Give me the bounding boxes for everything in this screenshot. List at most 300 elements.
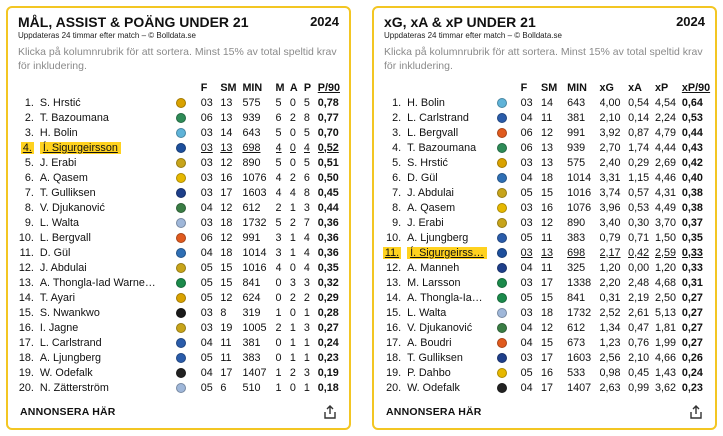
stats-table xyxy=(12,81,349,395)
player-name-text[interactable]: A. Boudri xyxy=(407,336,452,349)
panel-goals-assists xyxy=(6,6,351,430)
player-name[interactable] xyxy=(38,245,176,260)
player-name[interactable] xyxy=(38,305,176,320)
rank xyxy=(12,200,38,215)
cell-v: 0,27 xyxy=(681,336,703,349)
player-name[interactable] xyxy=(405,365,497,380)
table-row[interactable] xyxy=(378,245,715,260)
cell-f: 06 xyxy=(520,141,533,154)
cell-a: 1,15 xyxy=(628,171,650,184)
share-icon[interactable] xyxy=(689,405,703,419)
table-row[interactable] xyxy=(378,95,715,110)
cell-f: 03 xyxy=(520,246,533,259)
column-header[interactable]: A xyxy=(289,82,298,94)
rank-value: 10. xyxy=(18,231,34,244)
rank xyxy=(12,125,38,140)
table-row[interactable] xyxy=(12,125,349,140)
cell-f: 04 xyxy=(200,201,213,214)
cell-f: 05 xyxy=(200,351,213,364)
rank xyxy=(12,230,38,245)
cell-m: 1,34 xyxy=(599,321,621,334)
rank xyxy=(378,170,405,185)
table-row[interactable] xyxy=(378,290,715,305)
player-name[interactable] xyxy=(38,110,176,125)
player-name[interactable] xyxy=(38,380,176,395)
player-name-text[interactable]: L. Bergvall xyxy=(39,231,91,244)
table-row[interactable] xyxy=(378,200,715,215)
rank xyxy=(12,215,38,230)
player-name[interactable] xyxy=(405,110,497,125)
player-name-text[interactable]: D. Gül xyxy=(407,171,438,184)
player-name[interactable] xyxy=(38,185,176,200)
rank xyxy=(378,230,405,245)
column-header[interactable]: P/90 xyxy=(317,82,340,94)
club-logo-cell xyxy=(176,170,201,185)
table-row[interactable] xyxy=(12,230,349,245)
rank xyxy=(378,215,405,230)
club-logo-cell xyxy=(176,305,201,320)
rank xyxy=(12,185,38,200)
player-name-text[interactable]: H. Bolin xyxy=(39,126,78,139)
cell-v: 0,27 xyxy=(317,321,339,334)
rank-header xyxy=(378,81,405,95)
table-row[interactable] xyxy=(12,215,349,230)
player-name-text[interactable]: D. Gül xyxy=(39,246,71,259)
player-name[interactable] xyxy=(38,335,176,350)
player-name[interactable] xyxy=(38,170,176,185)
player-name[interactable] xyxy=(38,290,176,305)
cell-a: 2 xyxy=(289,216,296,229)
cell-f: 04 xyxy=(200,246,213,259)
column-header[interactable]: xP xyxy=(654,82,669,94)
player-name-text[interactable]: S. Hrstić xyxy=(39,96,81,109)
rank-value: 16. xyxy=(386,321,402,334)
rank xyxy=(378,350,405,365)
table-row[interactable] xyxy=(378,185,715,200)
column-header[interactable]: SM xyxy=(220,82,237,94)
cell-v: 0,38 xyxy=(681,186,703,199)
cell-f: 04 xyxy=(520,171,533,184)
rank xyxy=(12,245,38,260)
sort-hint: Klicka på kolumnrubrik för att sortera. Minst 15% av total speltid krav för inkludering. xyxy=(384,46,703,72)
player-name[interactable] xyxy=(38,350,176,365)
player-name-text[interactable]: L. Carlstrand xyxy=(407,111,469,124)
cell-v: 0,33 xyxy=(681,246,703,259)
player-name-text[interactable]: M. Larsson xyxy=(407,276,461,289)
cell-m: 1 xyxy=(275,381,282,394)
cell-min: 612 xyxy=(567,321,586,334)
player-name[interactable] xyxy=(405,335,497,350)
cell-p: 2,50 xyxy=(654,291,676,304)
table-row[interactable] xyxy=(12,170,349,185)
cell-sm: 12 xyxy=(541,321,554,334)
rank xyxy=(12,275,38,290)
cell-sm: 17 xyxy=(541,381,554,394)
column-header[interactable]: F xyxy=(520,82,528,94)
player-name-text[interactable]: T. Bazoumana xyxy=(39,111,109,124)
cell-a: 0,00 xyxy=(628,261,650,274)
cell-m: 2,40 xyxy=(599,156,621,169)
rank xyxy=(12,95,38,110)
player-name[interactable] xyxy=(38,260,176,275)
cell-v: 0,28 xyxy=(317,306,339,319)
rank xyxy=(378,290,405,305)
player-name[interactable] xyxy=(38,200,176,215)
cell-v: 0,36 xyxy=(317,231,339,244)
cell-a: 0,71 xyxy=(628,231,650,244)
player-name-text[interactable]: A. Qasem xyxy=(39,171,88,184)
column-header[interactable]: SM xyxy=(541,82,558,94)
player-name[interactable] xyxy=(38,320,176,335)
cell-a: 3 xyxy=(289,276,296,289)
cell-m: 0,31 xyxy=(599,291,621,304)
player-name[interactable] xyxy=(38,230,176,245)
player-name-text[interactable]: W. Odefalk xyxy=(407,381,460,394)
table-row[interactable] xyxy=(12,155,349,170)
cell-p: 1,81 xyxy=(654,321,676,334)
cell-m: 4 xyxy=(275,186,282,199)
cell-m: 4 xyxy=(275,261,282,274)
column-header[interactable]: MIN xyxy=(242,82,263,94)
player-name[interactable] xyxy=(405,260,497,275)
player-name-text[interactable]: S. Hrstić xyxy=(407,156,448,169)
club-logo-cell xyxy=(497,260,520,275)
column-header[interactable]: F xyxy=(200,82,208,94)
rank-value: 18. xyxy=(18,351,34,364)
cell-min: 533 xyxy=(567,366,586,379)
table-row[interactable] xyxy=(12,305,349,320)
player-name-text[interactable]: J. Abdulai xyxy=(407,186,454,199)
cell-f: 05 xyxy=(200,291,213,304)
player-name-text[interactable]: I. Jagne xyxy=(39,321,79,334)
column-header[interactable]: MIN xyxy=(567,82,587,94)
rank-value: 1. xyxy=(24,96,34,109)
player-name[interactable] xyxy=(38,155,176,170)
cell-p: 1 xyxy=(303,336,310,349)
cell-min: 510 xyxy=(242,381,261,394)
table-row[interactable] xyxy=(12,275,349,290)
cell-v: 0,23 xyxy=(317,351,339,364)
update-note: Uppdateras 24 timmar efter match – © Bolldata.se xyxy=(384,31,562,40)
cell-sm: 13 xyxy=(541,246,554,259)
cell-sm: 18 xyxy=(541,306,554,319)
table-row[interactable] xyxy=(12,320,349,335)
cell-f: 04 xyxy=(200,336,213,349)
cell-a: 1 xyxy=(289,246,296,259)
rank-value: 9. xyxy=(24,216,34,229)
table-row[interactable] xyxy=(378,335,715,350)
cell-m: 0,79 xyxy=(599,231,621,244)
table-row[interactable] xyxy=(12,380,349,395)
table-row[interactable] xyxy=(378,320,715,335)
player-name-text[interactable]: A. Ljungberg xyxy=(39,351,102,364)
cell-min: 383 xyxy=(567,231,586,244)
cell-m: 3,74 xyxy=(599,186,621,199)
cell-m: 6 xyxy=(275,111,282,124)
rank xyxy=(378,320,405,335)
player-name[interactable] xyxy=(405,305,497,320)
player-name[interactable] xyxy=(405,320,497,335)
cell-sm: 15 xyxy=(541,186,554,199)
table-row[interactable] xyxy=(378,260,715,275)
player-name[interactable] xyxy=(405,380,497,395)
player-name-text[interactable]: J. Erabi xyxy=(407,216,444,229)
cell-a: 0,29 xyxy=(628,156,650,169)
table-row[interactable] xyxy=(12,185,349,200)
cell-sm: 11 xyxy=(541,261,553,274)
cell-min: 383 xyxy=(242,351,261,364)
rank xyxy=(12,110,38,125)
cell-min: 381 xyxy=(567,111,586,124)
table-row[interactable] xyxy=(12,95,349,110)
cell-a: 0,14 xyxy=(628,111,650,124)
advertise-link[interactable]: ANNONSERA HÄR xyxy=(20,406,116,418)
cell-m: 2,10 xyxy=(599,111,621,124)
player-name[interactable] xyxy=(38,140,176,155)
rank-value: 6. xyxy=(392,171,402,184)
player-name[interactable] xyxy=(405,290,497,305)
header-row xyxy=(12,81,349,95)
table-row[interactable] xyxy=(378,380,715,395)
table-row[interactable] xyxy=(12,290,349,305)
cell-f: 03 xyxy=(200,126,213,139)
cell-min: 1407 xyxy=(567,381,592,394)
rank-value: 19. xyxy=(386,366,402,379)
cell-f: 06 xyxy=(200,231,213,244)
player-name[interactable] xyxy=(38,125,176,140)
player-name-text[interactable]: V. Djukanović xyxy=(407,321,473,334)
player-name[interactable] xyxy=(38,365,176,380)
cell-f: 05 xyxy=(520,186,533,199)
cell-m: 4 xyxy=(275,171,282,184)
column-header[interactable]: P xyxy=(303,82,312,94)
player-name-text[interactable]: T. Ayari xyxy=(39,291,76,304)
player-name-text[interactable]: A. Qasem xyxy=(407,201,456,214)
rank-value: 12. xyxy=(386,261,402,274)
table-row[interactable] xyxy=(378,365,715,380)
player-name-text[interactable]: A. Thongla-Ia… xyxy=(407,291,483,304)
cell-a: 1 xyxy=(289,321,296,334)
cell-min: 1603 xyxy=(242,186,267,199)
column-header[interactable]: xP/90 xyxy=(681,82,711,94)
cell-m: 3,31 xyxy=(599,171,621,184)
player-name-text[interactable]: L. Walta xyxy=(407,306,447,319)
cell-min: 319 xyxy=(242,306,261,319)
club-logo-icon xyxy=(176,173,186,183)
table-row[interactable] xyxy=(12,260,349,275)
player-name-text[interactable]: L. Carlstrand xyxy=(39,336,102,349)
cell-f: 03 xyxy=(200,216,213,229)
cell-sm: 13 xyxy=(220,96,233,109)
table-row[interactable] xyxy=(378,110,715,125)
cell-a: 0 xyxy=(289,141,296,154)
table-row[interactable] xyxy=(12,365,349,380)
club-logo-icon xyxy=(497,143,507,153)
cell-m: 5 xyxy=(275,96,282,109)
club-logo-icon xyxy=(497,323,507,333)
cell-sm: 18 xyxy=(220,216,233,229)
cell-v: 0,51 xyxy=(317,156,339,169)
player-name[interactable] xyxy=(405,275,497,290)
player-name-text[interactable]: T. Gulliksen xyxy=(407,351,463,364)
cell-f: 04 xyxy=(520,381,533,394)
cell-p: 1,43 xyxy=(654,366,676,379)
cell-p: 3,62 xyxy=(654,381,676,394)
cell-m: 0 xyxy=(275,351,282,364)
cell-sm: 16 xyxy=(220,171,233,184)
cell-min: 643 xyxy=(567,96,586,109)
cell-sm: 12 xyxy=(541,216,554,229)
table-row[interactable] xyxy=(12,245,349,260)
club-logo-icon xyxy=(497,128,507,138)
cell-min: 841 xyxy=(567,291,586,304)
player-name[interactable] xyxy=(405,200,497,215)
player-name[interactable] xyxy=(405,350,497,365)
rank xyxy=(378,245,405,260)
cell-v: 0,52 xyxy=(317,141,339,154)
cell-a: 0,76 xyxy=(628,336,650,349)
cell-p: 4 xyxy=(303,261,310,274)
player-name-text[interactable]: T. Bazoumana xyxy=(407,141,477,154)
player-name-text[interactable]: Í. Sigurgeirsson xyxy=(40,142,121,154)
table-row[interactable] xyxy=(378,170,715,185)
rank-value: 3. xyxy=(24,126,34,139)
cell-p: 4,54 xyxy=(654,96,676,109)
club-logo-cell xyxy=(497,380,520,395)
club-logo-icon xyxy=(497,173,507,183)
player-name-text[interactable]: S. Nwankwo xyxy=(39,306,100,319)
cell-f: 06 xyxy=(520,126,533,139)
cell-p: 2,59 xyxy=(654,246,676,259)
player-name[interactable] xyxy=(405,245,497,260)
club-logo-icon xyxy=(497,218,507,228)
cell-min: 890 xyxy=(242,156,261,169)
player-name-text[interactable]: V. Djukanović xyxy=(39,201,105,214)
club-logo-icon xyxy=(497,368,507,378)
rank-value: 11. xyxy=(19,246,34,259)
advertise-link[interactable]: ANNONSERA HÄR xyxy=(386,406,482,418)
column-header[interactable]: M xyxy=(275,82,285,94)
table-row[interactable] xyxy=(12,140,349,155)
player-name[interactable] xyxy=(405,185,497,200)
player-name-text[interactable]: A. Thongla-Iad Warne… xyxy=(39,276,156,289)
player-name[interactable] xyxy=(405,125,497,140)
table-row[interactable] xyxy=(378,350,715,365)
cell-m: 5 xyxy=(275,156,282,169)
cell-v: 0,70 xyxy=(317,126,339,139)
cell-m: 1 xyxy=(275,306,282,319)
player-name[interactable] xyxy=(405,215,497,230)
player-name[interactable] xyxy=(38,275,176,290)
cell-a: 0 xyxy=(289,306,296,319)
rank-value: 4. xyxy=(22,141,32,154)
column-header[interactable]: xG xyxy=(599,82,614,94)
table-row[interactable] xyxy=(378,230,715,245)
cell-f: 03 xyxy=(520,201,533,214)
player-name-text[interactable]: P. Dahbo xyxy=(407,366,451,379)
table-row[interactable] xyxy=(12,335,349,350)
player-name-text[interactable]: J. Erabi xyxy=(39,156,77,169)
cell-f: 03 xyxy=(520,156,533,169)
cell-min: 612 xyxy=(242,201,261,214)
table-row[interactable] xyxy=(12,200,349,215)
table-row[interactable] xyxy=(378,305,715,320)
player-name[interactable] xyxy=(38,95,176,110)
rank-value: 2. xyxy=(392,111,402,124)
table-row[interactable] xyxy=(378,140,715,155)
rank xyxy=(378,260,405,275)
cell-min: 1732 xyxy=(242,216,267,229)
club-logo-icon xyxy=(176,338,186,348)
cell-sm: 13 xyxy=(541,141,554,154)
player-name-text[interactable]: J. Abdulai xyxy=(39,261,87,274)
rank xyxy=(378,95,405,110)
club-logo-cell xyxy=(176,335,201,350)
player-name[interactable] xyxy=(38,215,176,230)
player-name[interactable] xyxy=(405,95,497,110)
player-name-text[interactable]: A. Ljungberg xyxy=(407,231,469,244)
player-name-text[interactable]: N. Zätterström xyxy=(39,381,109,394)
panel-title: xG, xA & xP UNDER 21 xyxy=(384,14,536,30)
table-row[interactable] xyxy=(378,155,715,170)
cell-a: 0,53 xyxy=(628,201,650,214)
table-row[interactable] xyxy=(378,215,715,230)
column-header[interactable]: xA xyxy=(628,82,642,94)
share-icon[interactable] xyxy=(323,405,337,419)
club-logo-cell xyxy=(176,275,201,290)
player-name[interactable] xyxy=(405,140,497,155)
cell-sm: 8 xyxy=(220,306,227,319)
player-name[interactable] xyxy=(405,170,497,185)
cell-v: 0,78 xyxy=(317,96,339,109)
cell-m: 4,00 xyxy=(599,96,621,109)
cell-sm: 12 xyxy=(220,231,233,244)
cell-v: 0,77 xyxy=(317,111,339,124)
cell-f: 03 xyxy=(200,171,213,184)
table-row[interactable] xyxy=(378,125,715,140)
player-name[interactable] xyxy=(405,230,497,245)
cell-v: 0,36 xyxy=(317,216,339,229)
player-name-text[interactable]: L. Bergvall xyxy=(407,126,459,139)
club-logo-cell xyxy=(497,170,520,185)
cell-v: 0,38 xyxy=(681,201,703,214)
player-name-text[interactable]: Í. Sigurgeirss… xyxy=(407,247,487,259)
player-name-text[interactable]: H. Bolin xyxy=(407,96,445,109)
cell-p: 3 xyxy=(303,321,310,334)
table-row[interactable] xyxy=(12,110,349,125)
rank xyxy=(378,275,405,290)
player-name-text[interactable]: W. Odefalk xyxy=(39,366,93,379)
player-name-text[interactable]: L. Walta xyxy=(39,216,80,229)
player-name-text[interactable]: T. Gulliksen xyxy=(39,186,96,199)
logo-header xyxy=(176,81,201,95)
cell-a: 0,54 xyxy=(628,96,650,109)
club-logo-cell xyxy=(497,350,520,365)
table-row[interactable] xyxy=(12,350,349,365)
cell-m: 3 xyxy=(275,246,282,259)
club-logo-icon xyxy=(176,143,186,153)
cell-a: 0,57 xyxy=(628,186,650,199)
cell-sm: 17 xyxy=(541,351,554,364)
cell-v: 0,33 xyxy=(681,261,703,274)
player-name-text[interactable]: A. Manneh xyxy=(407,261,460,274)
club-logo-icon xyxy=(176,158,186,168)
cell-f: 03 xyxy=(520,351,533,364)
player-name[interactable] xyxy=(405,155,497,170)
cell-sm: 16 xyxy=(541,366,554,379)
table-row[interactable] xyxy=(378,275,715,290)
stats-table xyxy=(378,81,715,395)
